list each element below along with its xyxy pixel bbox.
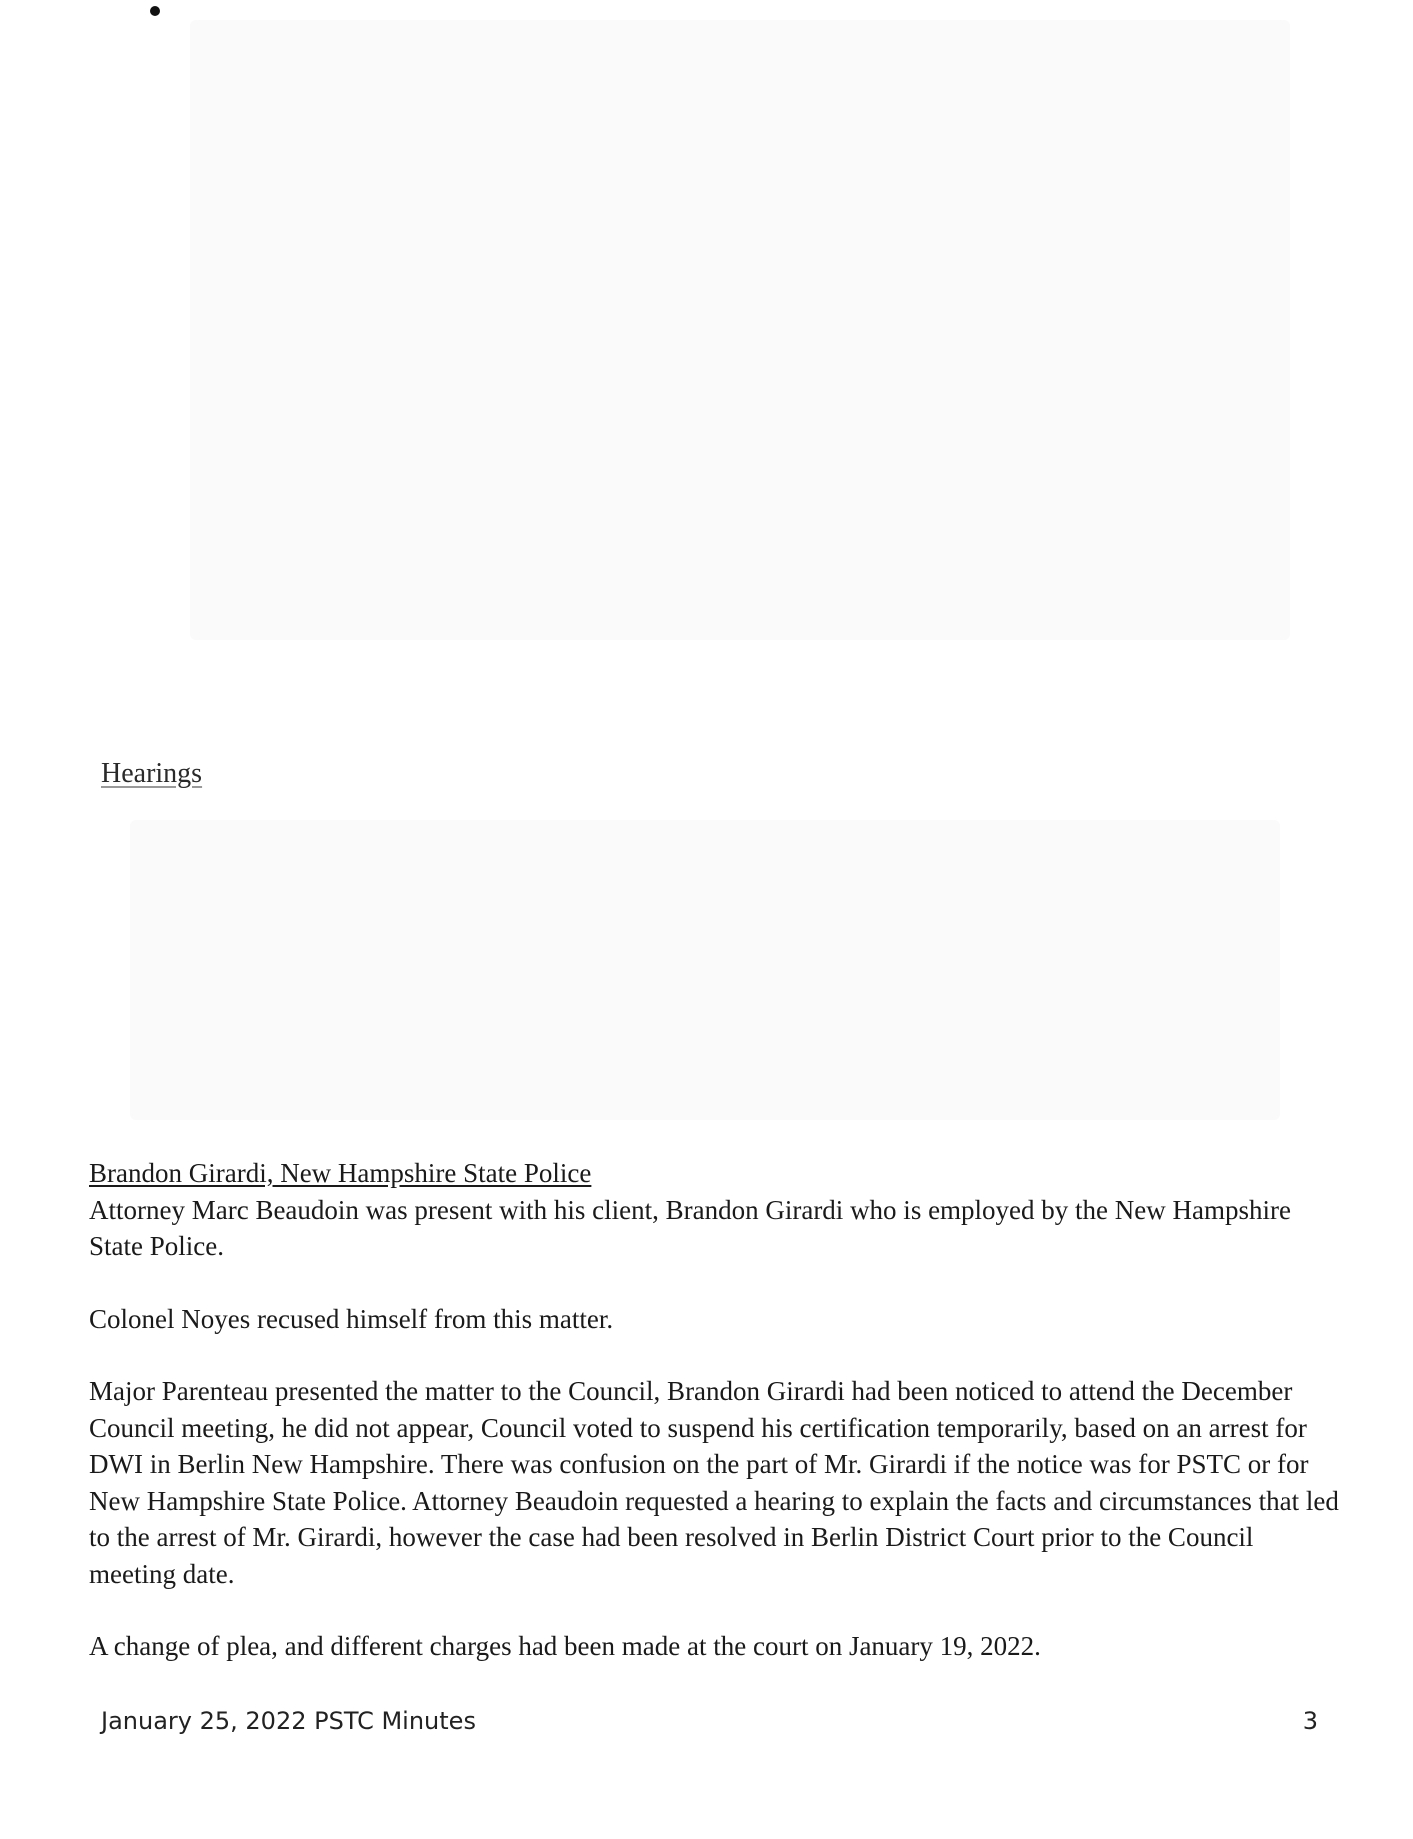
paragraph-presentation: Major Parenteau presented the matter to the Council, Brandon Girardi had been noticed to attend the December Council meeting, he did not appear, Council voted to suspend his certification temporarily, based on an arrest for DWI in Berlin New Hampshire. There was confusion on the part of Mr. Girardi if the notice was for PSTC or for New Hampshire State Police. Attorney Beaudoin requested a hearing to explain the facts and circumstances that led to the arrest of Mr. Girardi, however the case had been resolved in Berlin District Court prior to the Council meeting date. bbox=[89, 1376, 1339, 1589]
redacted-region-top bbox=[190, 20, 1290, 640]
hearing-matter bbox=[89, 1155, 1339, 1665]
matter-title: Brandon Girardi, New Hampshire State Police bbox=[89, 1158, 592, 1188]
section-heading-hearings: Hearings bbox=[101, 758, 203, 789]
footer-page-number: 3 bbox=[1302, 1707, 1318, 1735]
footer-document-title: January 25, 2022 PSTC Minutes bbox=[101, 1707, 476, 1735]
bullet-point bbox=[150, 6, 160, 16]
paragraph-change-of-plea: A change of plea, and different charges had been made at the court on January 19, 2022. bbox=[89, 1631, 1041, 1661]
paragraph-attorney-present: Attorney Marc Beaudoin was present with his client, Brandon Girardi who is employed by the New Hampshire State Police. bbox=[89, 1194, 1291, 1261]
paragraph-recusal: Colonel Noyes recused himself from this matter. bbox=[89, 1303, 614, 1334]
redacted-region-middle bbox=[130, 820, 1280, 1120]
